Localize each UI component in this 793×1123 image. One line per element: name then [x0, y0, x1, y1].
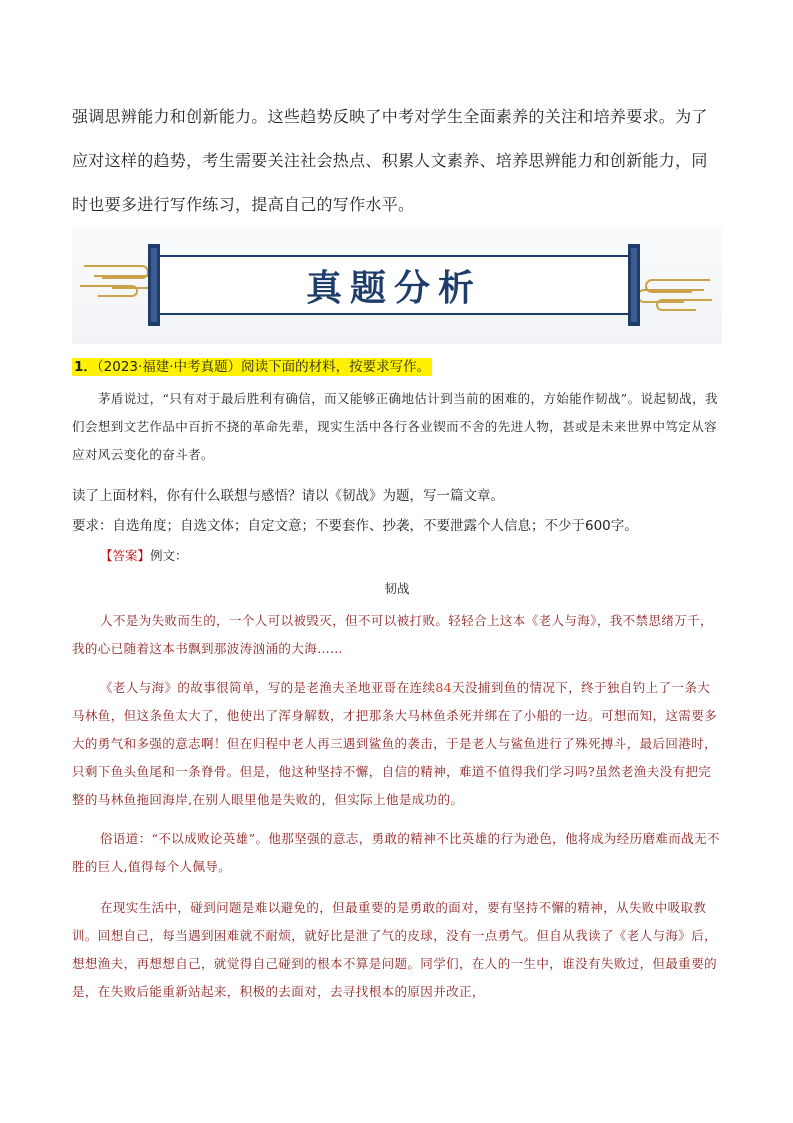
banner-title: 真题分析 — [305, 267, 483, 309]
example-label: 例文： — [150, 548, 188, 563]
section-banner — [72, 226, 722, 344]
writing-prompt: 读了上面材料，你有什么联想与感悟？请以《韧战》为题，写一篇文章。 — [72, 488, 504, 504]
essay-paragraph-4: 在现实生活中，碰到问题是难以避免的，但最重要的是勇敢的面对，要有坚持不懈的精神，从失败中吸取教训。回想自己，每当遇到困难就不耐烦，就好比是泄了气的皮球，没有一点勇气。但自从我读了《老人与海》后，想想渔夫，再想想自己，就觉得自己碰到的根本不算是问题。同学们，在人的一生中，谁没有失败过，但最重要的是，在失败后能重新站起来，积极的去面对，去寻找根本的原因并改正， — [72, 900, 718, 999]
question-number: 1． — [74, 359, 97, 375]
essay-paragraph-2-rest: 天没捕到鱼的情况下，终于独自钓上了一条大马林鱼，但这条鱼太大了，他使出了浑身解数，才把那条大马林鱼杀死并绑在了小船的一边。可想而知，这需要多大的勇气和多强的意志啊！但在归程中老人再三遇到鲨鱼的袭击，于是老人与鲨鱼进行了殊死搏斗，最后回港时，只剩下鱼头鱼尾和一条脊骨。但是，他这种坚持不懈，自信的精神，难道不值得我们学习吗?虽然老渔夫没有把完整的马林鱼拖回海岸,在别人眼里他是失败的，但实际上他是成功的。 — [72, 680, 718, 807]
answer-label — [72, 543, 722, 569]
intro-paragraph: 强调思辨能力和创新能力。这些趋势反映了中考对学生全面素养的关注和培养要求。为了应对这样的趋势，考生需要关注社会热点、积累人文素养、培养思辨能力和创新能力，同时也要多进行写作练习，提高自己的写作水平。 — [72, 107, 708, 214]
essay-paragraph-2-start: 《老人与海》的故事很简单，写的是老渔夫圣地亚哥在连续 — [100, 680, 436, 695]
essay-paragraph-2 — [72, 674, 722, 814]
question-heading — [72, 357, 722, 377]
question-source: （2023·福建·中考真题）阅读下面的材料，按要求写作。 — [96, 359, 431, 375]
essay-paragraph-1: 人不是为失败而生的，一个人可以被毁灭，但不可以被打败。轻轻合上这本《老人与海》，我不禁思绪万千，我的心已随着这本书飘到那波涛汹涌的大海…… — [72, 613, 713, 656]
scroll-banner-graphic — [72, 226, 722, 344]
writing-requirement: 要求：自选角度；自选文体；自定文意；不要套作、抄袭，不要泄露个人信息；不少于600字。 — [72, 518, 638, 534]
essay-title: 韧战 — [384, 581, 410, 596]
essay-paragraph-3: 俗语道：“不以成败论英雄”。他那坚强的意志，勇敢的精神不比英雄的行为逊色，他将成为经历磨难而战无不胜的巨人,值得每个人佩导。 — [72, 831, 720, 874]
day-count: 84 — [435, 680, 453, 695]
answer-tag: 【答案】 — [100, 548, 151, 563]
left-cloud-decoration — [80, 266, 156, 296]
material-paragraph: 茅盾说过，“只有对于最后胜利有确信，而又能够正确地估计到当前的困难的，方始能作韧战”。说起韧战，我们会想到文艺作品中百折不挠的革命先辈，现实生活中各行各业锲而不舍的先进人物，甚或是未来世界中笃定从容应对风云变化的奋斗者。 — [72, 391, 718, 462]
right-cloud-decoration — [638, 280, 712, 310]
